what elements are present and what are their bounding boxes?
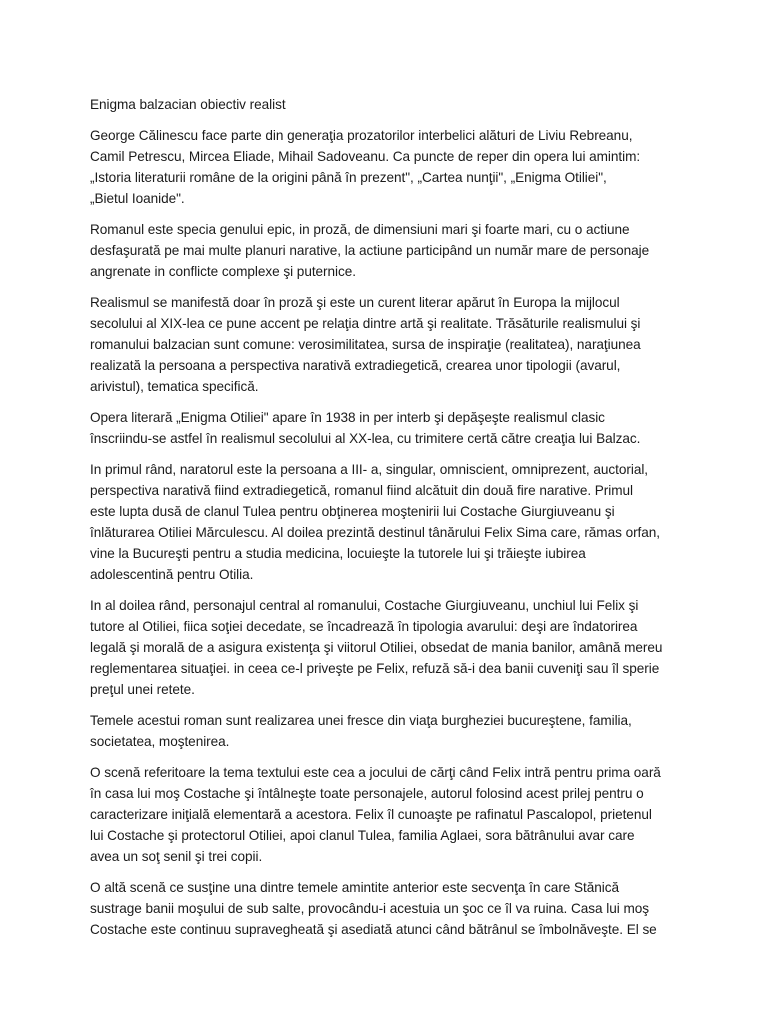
paragraph-narrator: In primul rând, naratorul este la persoana a III- a, singular, omniscient, omniprezent, auctorial, perspectiva narativă fiind extradiegetică, romanul fiind alcătuit din două fire narative. Primul este lupta dusă de clanul Tulea pentru obţinerea moştenirii lui Costache Giurgiuveanu şi înlăturarea Otiliei Mărculescu. Al doilea prezintă destinul tânărului Felix Sima care, rămas orfan, vine la Bucureşti pentru a studia medicina, locuieşte la tutorele lui şi trăieşte iubirea adolescentină pentru Otilia. <box>90 462 661 582</box>
paragraph-realism: Realismul se manifestă doar în proză şi este un curent literar apărut în Europa la mijlocul secolului al XIX-lea ce pune accent pe relaţia dintre artă şi realitate. Trăsăturile realismului şi romanului balzacian sunt comune: verosimilitatea, sursa de inspiraţie (realitatea), naraţiunea realizată la persoana a perspectiva narativă extradiegetică, crearea unor tipologii (avarul, arivistul), tematica specifică. <box>90 295 641 394</box>
paragraph-themes: Temele acestui roman sunt realizarea unei fresce din viaţa burgheziei bucureştene, familia, societatea, moştenirea. <box>90 713 632 749</box>
paragraph-stanica-scene: O altă scenă ce susţine una dintre temele amintite anterior este secvenţa în care Stănică sustrage banii moşului de sub salte, provocându-i acestuia un şoc ce îl va ruina. Casa lui moş Costache este continuu supravegheată şi asediată atunci când bătrânul se îmbolnăveşte. El se <box>90 880 657 937</box>
paragraph-novel-definition: Romanul este specia genului epic, in proză, de dimensiuni mari şi foarte mari, cu o actiune desfaşurată pe mai multe planuri narative, la actiune participând un număr mare de personaje angrenate in conflicte complexe şi puternice. <box>90 222 650 279</box>
document-title: Enigma balzacian obiectiv realist <box>90 97 286 112</box>
paragraph-publication: Opera literară „Enigma Otiliei" apare în 1938 in per interb şi depăşeşte realismul clasic înscriindu-se astfel în realismul secolului al XX-lea, cu trimitere certă către creaţia lui Balzac. <box>90 410 641 446</box>
paragraph-card-game-scene: O scenă referitoare la tema textului este cea a jocului de cărţi când Felix intră pentru prima oară în casa lui moş Costache şi întâlneşte toate personajele, autorul folosind acest prilej pentru o caracterizare iniţială elementară a acestora. Felix îl cunoaşte pe rafinatul Pascalopol, prietenul lui Costache şi protectorul Otiliei, apoi clanul Tulea, familia Aglaei, sora bătrânului avar care avea un soţ senil şi trei copii. <box>90 765 661 864</box>
paragraph-introduction: George Călinescu face parte din generaţia prozatorilor interbelici alături de Liviu Rebreanu, Camil Petrescu, Mircea Eliade, Mihail Sadoveanu. Ca puncte de reper din opera lui amintim: „Istoria literaturii române de la origini până în prezent", „Cartea nunţii", „Enigma Otiliei", „Bietul Ioanide". <box>90 128 641 206</box>
paragraph-central-character: In al doilea rând, personajul central al romanului, Costache Giurgiuveanu, unchiul lui Felix şi tutore al Otiliei, fiica soţiei decedate, se încadrează în tipologia avarului: deşi are îndatorirea legală şi morală de a asigura existenţa şi viitorul Otiliei, obsedat de mania banilor, amână mereu reglementarea situaţiei. in ceea ce-l priveşte pe Felix, refuză să-i dea banii cuveniţi sau îl sperie preţul unei retete. <box>90 598 663 697</box>
